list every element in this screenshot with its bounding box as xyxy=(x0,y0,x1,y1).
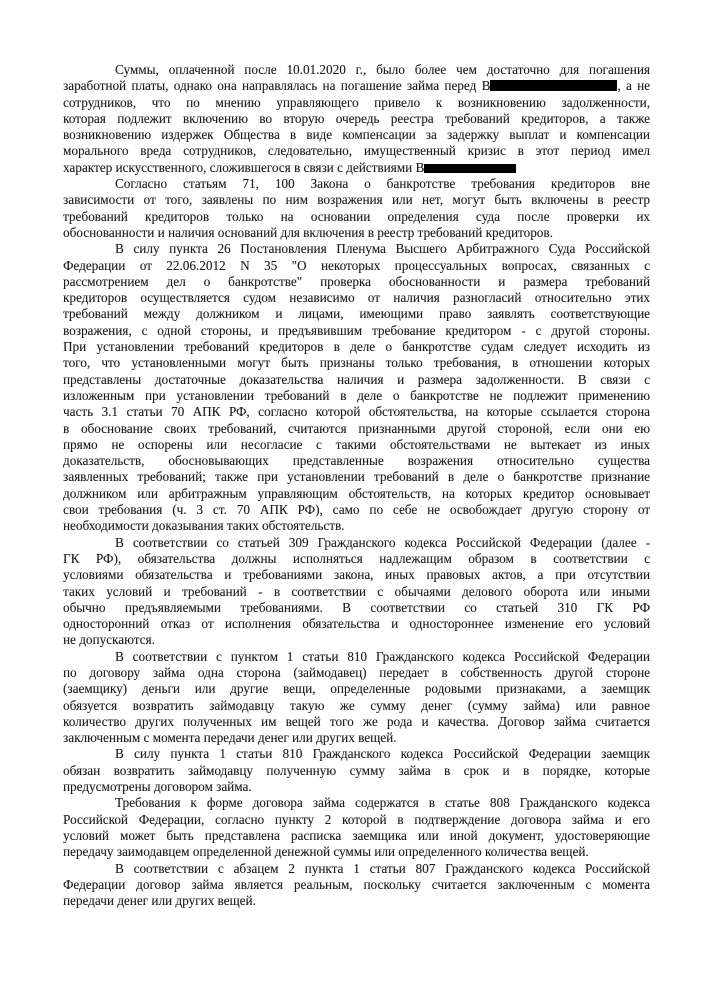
text-line: обоснованности и наличия оснований для включения в реестр требований кредиторов. xyxy=(63,224,553,240)
text-line: по договору займа одна сторона (займодавец) передает в собственность другой стороне xyxy=(63,664,650,680)
text-line: характер искусственного, сложившегося в связи с действиями В xyxy=(63,160,650,176)
text-line: изложенным при установлении требований в деле о банкротстве не подлежит применению xyxy=(63,387,650,403)
text-line: обязуется возвратить займодавцу такую же сумму денег (сумму займа) или равное xyxy=(63,697,650,713)
text-line: возникновению издержек Общества в виде компенсации за задержку выплат и компенсации xyxy=(63,127,650,143)
text-line: Требования к форме договора займа содержатся в статье 808 Гражданского кодекса xyxy=(115,795,650,811)
text-line: Суммы, оплаченной после 10.01.2020 г., было более чем достаточно для погашения xyxy=(115,62,650,77)
text-line: сотрудников, что по мнению управляющего привело к возникновению задолженности, xyxy=(63,94,650,110)
document-body xyxy=(63,62,650,909)
redaction-bar xyxy=(424,164,516,173)
text-line: доказательств, обосновывающих представленные возражения относительно существа xyxy=(63,453,650,469)
text-line: должником или арбитражным управляющим обстоятельств, на которых кредитор основывает xyxy=(63,485,650,501)
text-line: В соответствии с пунктом 1 статьи 810 Гражданского кодекса Российской Федерации xyxy=(115,648,650,664)
text-line: кредиторов осуществляется судом независимо от наличия разногласий относительно этих xyxy=(63,290,650,306)
text-line: возражения, с одной стороны, и предъявившим требование кредитором - с другой стороны. xyxy=(63,322,650,338)
text-line: заработной платы, однако она направлялась на погашение займа перед В , а не xyxy=(63,78,650,94)
text-line: необходимости доказывания таких обстоятельств. xyxy=(63,518,345,534)
text-line: таких условий и требований - в соответствии с обычаями делового оборота или иными xyxy=(63,583,650,599)
text-line: обязан возвратить займодавцу полученную сумму займа в срок и в порядке, которые xyxy=(63,762,650,778)
text-line: Федерации от 22.06.2012 N 35 "О некоторых процессуальных вопросах, связанных с xyxy=(63,257,650,273)
text-line: Согласно статьям 71, 100 Закона о банкротстве требования кредиторов вне xyxy=(115,176,650,192)
text-line: В соответствии со статьей 309 Гражданского кодекса Российской Федерации (далее - xyxy=(115,534,650,550)
text-line: односторонний отказ от исполнения обязательства и одностороннее изменение его условий xyxy=(63,616,650,632)
text-line: передачи денег или других вещей. xyxy=(63,893,256,909)
text-line: часть 3.1 статьи 70 АПК РФ, согласно которой обстоятельства, на которые ссылается сторона xyxy=(63,404,650,420)
text-line: того, что установленными могут быть признаны только требования, в отношении которых xyxy=(63,355,650,371)
text-line: в обоснование своих требований, считаются признанными другой стороной, если они ею xyxy=(63,420,650,436)
text-line: морального вреда сотрудников, следовательно, имущественный кризис в этот период имел xyxy=(63,143,650,159)
text-line: В силу пункта 1 статьи 810 Гражданского кодекса Российской Федерации заемщик xyxy=(115,746,650,762)
text-line: требований кредиторов только на основании определения суда после проверки их xyxy=(63,208,650,224)
text-line: В соответствии с абзацем 2 пункта 1 статьи 807 Гражданского кодекса Российской xyxy=(115,860,650,876)
text-line: условиями обязательства и требованиями закона, иных правовых актов, а при отсутствии xyxy=(63,567,650,583)
text-line: требований между должником и лицами, имеющими право заявлять соответствующие xyxy=(63,306,650,322)
text-line: ГК РФ), обязательства должны исполняться надлежащим образом в соответствии с xyxy=(63,550,650,566)
text-line: представлены достаточные доказательства наличия и размера задолженности. В связи с xyxy=(63,371,650,387)
text-line: количество других полученных им вещей того же рода и качества. Договор займа считается xyxy=(63,713,650,729)
text-line: При установлении требований кредиторов в деле о банкротстве судам следует исходить из xyxy=(63,339,650,355)
text-line: не допускаются. xyxy=(63,632,155,648)
text-line: свои требования (ч. 3 ст. 70 АПК РФ), само по себе не освобождает другую сторону от xyxy=(63,502,650,518)
text-line: прямо не оспорены или несогласие с такими обстоятельствами не вытекает из иных xyxy=(63,436,650,452)
text-line: передачу заимодавцем определенной денежной суммы или определенного количества вещей. xyxy=(63,844,589,860)
text-line: В силу пункта 26 Постановления Пленума Высшего Арбитражного Суда Российской xyxy=(115,241,650,257)
text-line: заключенным с момента передачи денег или других вещей. xyxy=(63,730,397,746)
text-line: (заемщику) деньги или другие вещи, определенные родовыми признаками, а заемщик xyxy=(63,681,650,697)
redaction-bar xyxy=(490,80,617,91)
text-line: рассмотрением дел о банкротстве" проверка обоснованности и размера требований xyxy=(63,273,650,289)
text-line: предусмотрены договором займа. xyxy=(63,779,252,795)
text-line: Федерации договор займа является реальным, поскольку считается заключенным с момента xyxy=(63,876,650,892)
text-line: обычно предъявляемыми требованиями. В соответствии со статьей 310 ГК РФ xyxy=(63,599,650,615)
text-line: условий может быть представлена расписка заемщика или иной документ, удостоверяющие xyxy=(63,827,650,843)
text-line: заявленных требований; также при установлении требований в деле о банкротстве признание xyxy=(63,469,650,485)
text-line: зависимости от того, заявлены по ним возражения или нет, могут быть включены в реестр xyxy=(63,192,650,208)
text-line: которая подлежит включению во вторую очередь реестра требований кредиторов, а также xyxy=(63,110,650,126)
text-line: Российской Федерации, согласно пункту 2 которой в подтверждение договора займа и его xyxy=(63,811,650,827)
